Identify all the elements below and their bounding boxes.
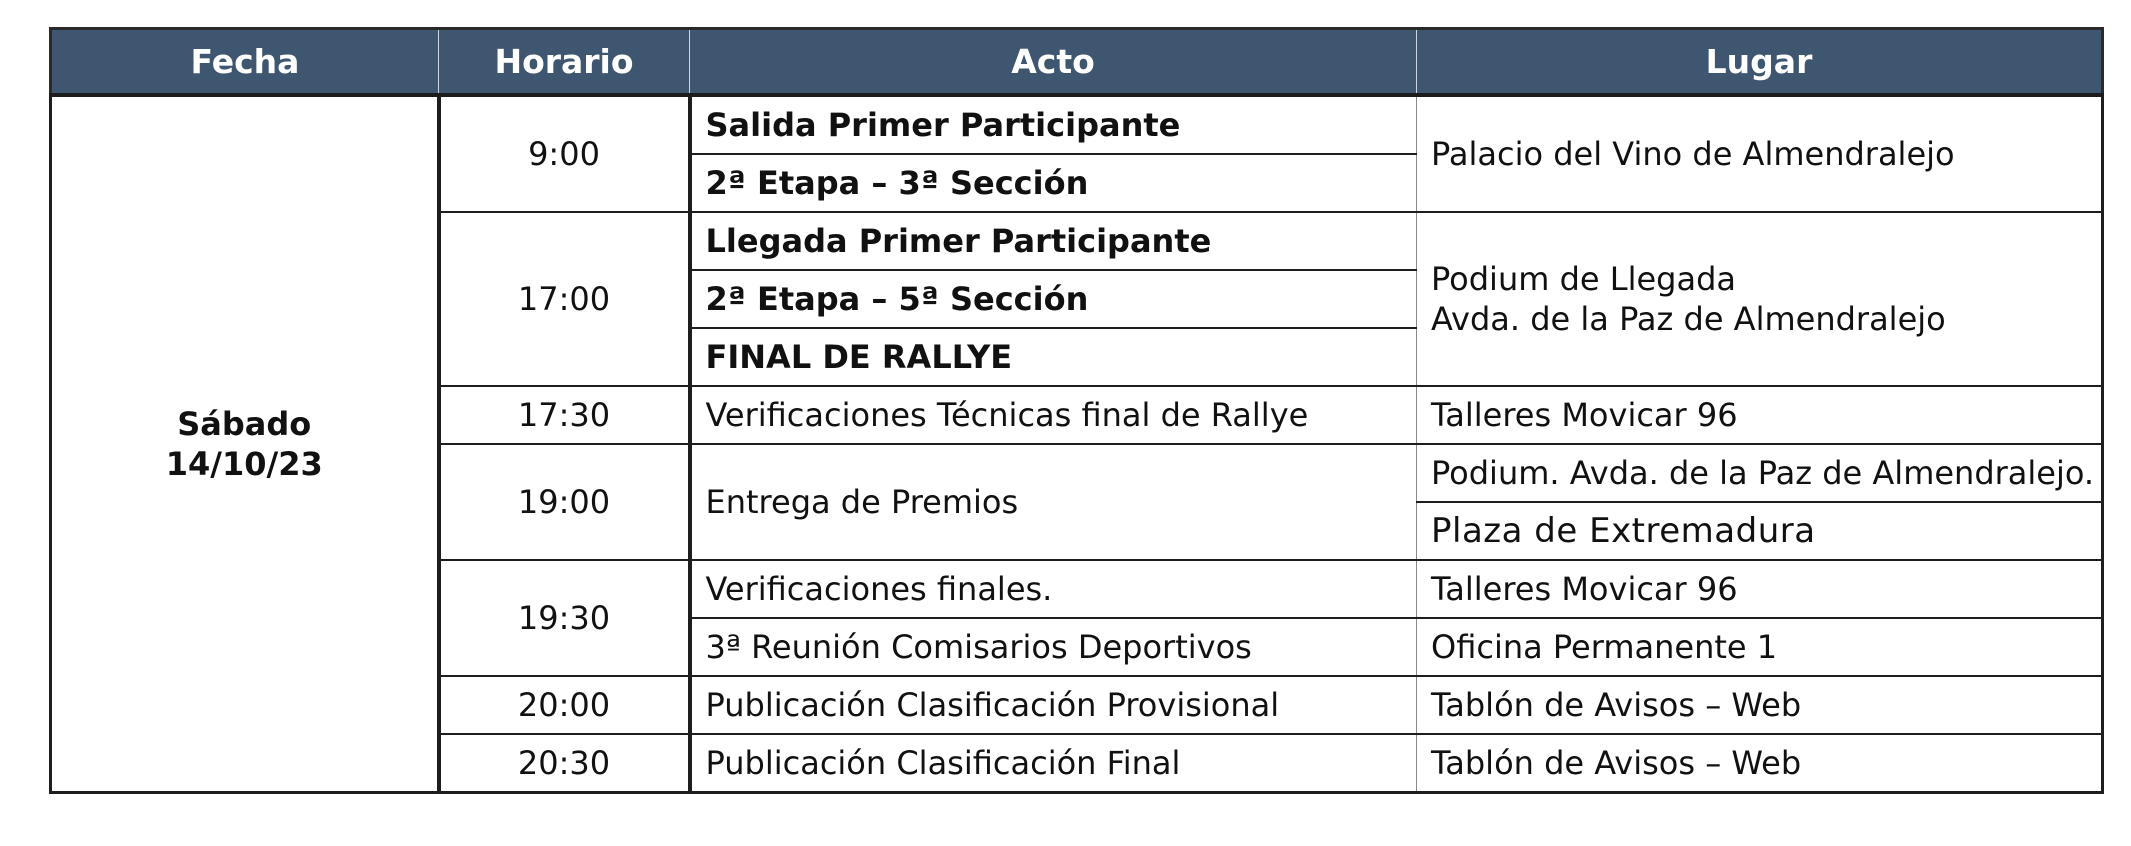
fecha-day: Sábado xyxy=(177,405,312,443)
acto-cell: Entrega de Premios xyxy=(690,444,1417,560)
schedule-document xyxy=(49,27,2101,794)
acto-cell: Publicación Clasificación Provisional xyxy=(690,676,1417,734)
lugar-cell: Talleres Movicar 96 xyxy=(1417,386,2103,444)
header-lugar: Lugar xyxy=(1417,29,2103,96)
lugar-cell: Tablón de Avisos – Web xyxy=(1417,676,2103,734)
acto-cell: FINAL DE RALLYE xyxy=(690,328,1417,386)
acto-cell: Verificaciones Técnicas final de Rallye xyxy=(690,386,1417,444)
header-acto: Acto xyxy=(690,29,1417,96)
lugar-line: Podium de Llegada xyxy=(1431,260,1736,298)
lugar-cell: Talleres Movicar 96 xyxy=(1417,560,2103,618)
table-row xyxy=(51,95,2103,154)
acto-cell: 3ª Reunión Comisarios Deportivos xyxy=(690,618,1417,676)
fecha-date: 14/10/23 xyxy=(165,445,323,483)
horario-cell: 17:00 xyxy=(439,212,690,386)
header-fecha: Fecha xyxy=(51,29,439,96)
table-header-row xyxy=(51,29,2103,96)
header-horario: Horario xyxy=(439,29,690,96)
horario-cell: 20:00 xyxy=(439,676,690,734)
lugar-cell: Palacio del Vino de Almendralejo xyxy=(1417,95,2103,212)
horario-cell: 19:30 xyxy=(439,560,690,676)
horario-cell: 20:30 xyxy=(439,734,690,793)
acto-cell: Salida Primer Participante xyxy=(690,95,1417,154)
lugar-cell: Oficina Permanente 1 xyxy=(1417,618,2103,676)
lugar-cell: Tablón de Avisos – Web xyxy=(1417,734,2103,793)
lugar-cell: Plaza de Extremadura xyxy=(1417,502,2103,560)
acto-cell: Publicación Clasificación Final xyxy=(690,734,1417,793)
acto-cell: Verificaciones finales. xyxy=(690,560,1417,618)
lugar-cell xyxy=(1417,212,2103,386)
horario-cell: 19:00 xyxy=(439,444,690,560)
fecha-cell xyxy=(51,95,439,793)
lugar-cell: Podium. Avda. de la Paz de Almendralejo. xyxy=(1417,444,2103,502)
horario-cell: 17:30 xyxy=(439,386,690,444)
schedule-table xyxy=(49,27,2104,794)
lugar-line: Avda. de la Paz de Almendralejo xyxy=(1431,300,1946,338)
acto-cell: 2ª Etapa – 5ª Sección xyxy=(690,270,1417,328)
horario-cell: 9:00 xyxy=(439,95,690,212)
acto-cell: 2ª Etapa – 3ª Sección xyxy=(690,154,1417,212)
acto-cell: Llegada Primer Participante xyxy=(690,212,1417,270)
